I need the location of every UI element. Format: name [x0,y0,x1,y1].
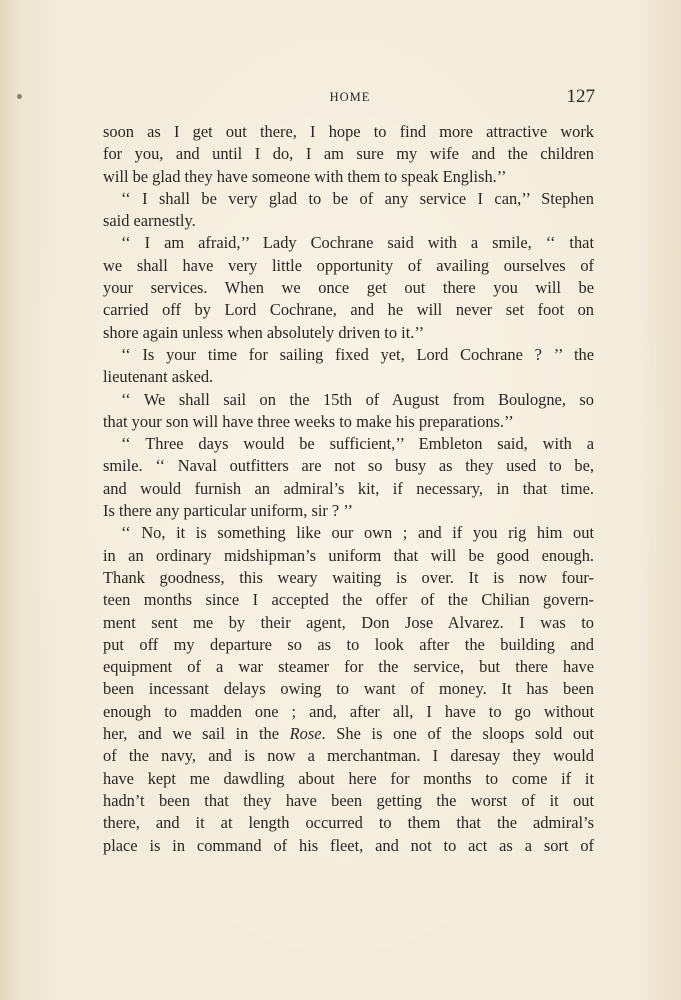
text-line: we shall have very little opportunity of availing ourselves of [103,255,594,275]
text-line: ment sent me by their agent, Don Jose Alvarez. I was to [103,612,594,632]
text-line: soon as I get out there, I hope to find more attractive work [103,122,594,141]
text-segment: . She is one of the sloops sold out [321,724,594,744]
text-line: ‘‘ I am afraid,’’ Lady Cochrane said with a smile, ‘‘ that [121,233,594,253]
text-line: put off my departure so as to look after the building and [103,634,594,654]
text-line: ‘‘ Three days would be sufficient,’’ Embleton said, with a [121,434,594,454]
text-line: place is in command of his fleet, and not to act as a sort of [103,835,594,855]
text-line: lieutenant asked. [103,367,214,387]
text-line: in an ordinary midshipman’s uniform that will be good enough. [103,545,594,565]
text-line: teen months since I accepted the offer of the Chilian govern- [103,590,594,610]
text-segment: her, and we sail in the [103,724,290,744]
page-number: 127 [566,86,595,107]
text-line: Thank goodness, this weary waiting is over. It is now four- [103,567,594,587]
text-line: hadn’t been that they have been getting the worst of it out [103,790,594,810]
text-line: Is there any particular uniform, sir ? ’’ [103,501,354,521]
text-line: equipment of a war steamer for the service, but there have [103,657,594,677]
text-line: of the navy, and is now a merchantman. I daresay they would [103,746,594,766]
text-line: ‘‘ I shall be very glad to be of any service I can,’’ Stephen [121,188,594,208]
text-line: will be glad they have someone with them to speak English.’’ [103,166,507,186]
text-line: shore again unless when absolutely driven to it.’’ [103,322,425,342]
text-line: there, and it at length occurred to them that the admiral’s [103,813,594,833]
text-line: and would furnish an admiral’s kit, if necessary, in that time. [103,478,594,498]
text-line: have kept me dawdling about here for months to come if it [103,768,594,788]
text-line: ‘‘ No, it is something like our own ; and if you rig him out [121,523,594,543]
body-text [103,121,594,857]
ship-name: Rose [289,724,322,744]
text-line: been incessant delays owing to want of money. It has been [103,679,594,699]
text-line [103,723,594,745]
text-line: ‘‘ Is your time for sailing fixed yet, Lord Cochrane ? ’’ the [121,344,594,364]
running-title: HOME [329,90,371,104]
text-line: your services. When we once get out there you will be [103,278,594,298]
text-line: ‘‘ We shall sail on the 15th of August from Boulogne, so [121,389,594,409]
text-line: said earnestly. [103,211,196,231]
text-line: for you, and until I do, I am sure my wife and the children [103,144,594,164]
text-line: that your son will have three weeks to make his preparations.’’ [103,411,514,431]
running-header [0,86,681,110]
text-line: smile. ‘‘ Naval outfitters are not so busy as they used to be, [103,456,594,476]
text-line: carried off by Lord Cochrane, and he will never set foot on [103,300,594,320]
text-line: enough to madden one ; and, after all, I have to go without [103,701,594,721]
